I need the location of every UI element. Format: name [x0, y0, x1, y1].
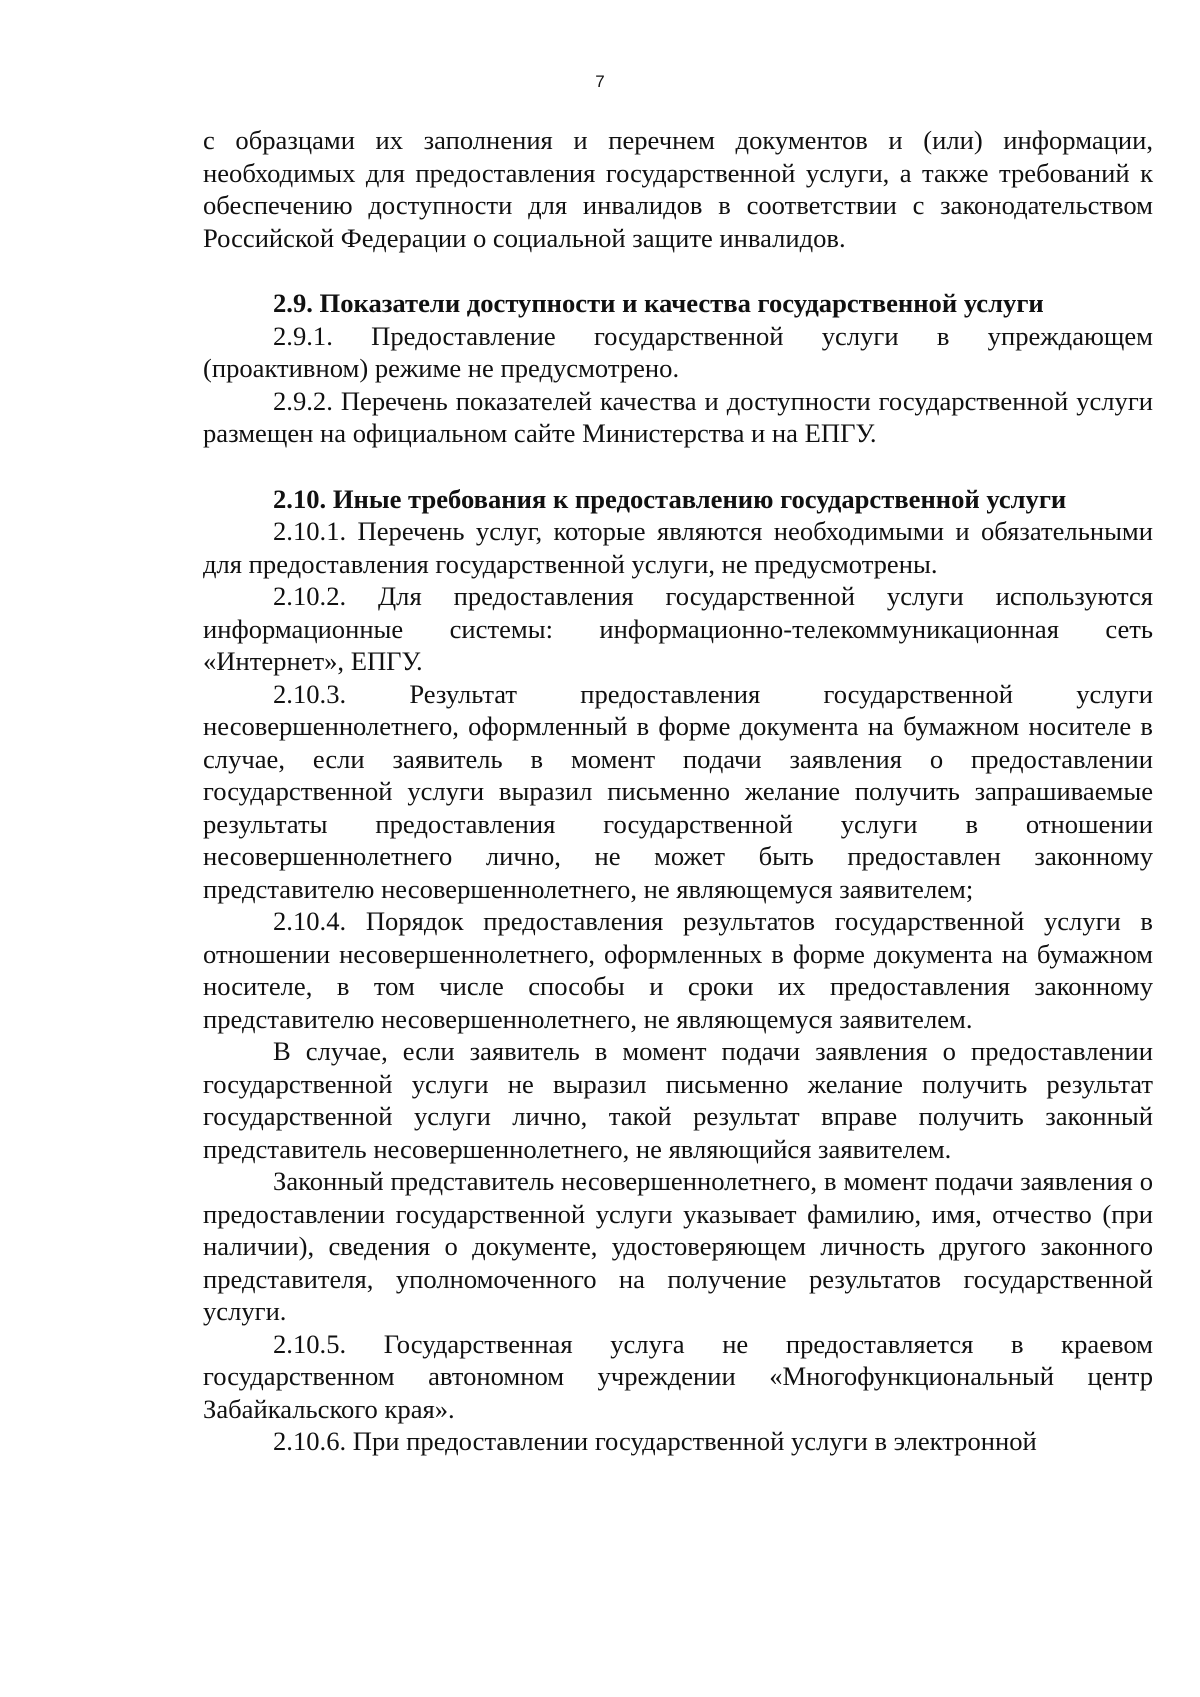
paragraph-2-9-2: 2.9.2. Перечень показателей качества и доступности государственной услуги размещен на официальном сайте Министерства и на ЕПГУ.	[203, 385, 1153, 448]
section-gap	[203, 450, 1153, 483]
paragraph-2-10-3: 2.10.3. Результат предоставления государственной услуги несовершеннолетнего, оформленный в форме документа на бумажном носителе в случае, если заявитель в момент подачи заявления о предоставлении государственной услуги выразил письменно желание получить запрашиваемые результаты предоставления государственной услуги в отношении несовершеннолетнего лично, не может быть предоставлен законному представителю несовершеннолетнего, не являющемуся заявителем;	[203, 678, 1153, 904]
paragraph-legal-representative: Законный представитель несовершеннолетнего, в момент подачи заявления о предоставлении государственной услуги указывает фамилию, имя, отчество (при наличии), сведения о документе, удостоверяющем личность другого законного представителя, уполномоченного на получение результатов государственной услуги.	[203, 1166, 1153, 1326]
document-body	[203, 124, 1153, 1458]
paragraph-2-10-4: 2.10.4. Порядок предоставления результатов государственной услуги в отношении несовершеннолетнего, оформленных в форме документа на бумажном носителе, в том числе способы и сроки их предоставления законному представителю несовершеннолетнего, не являющемуся заявителем.	[203, 906, 1153, 1034]
page-number: 7	[595, 72, 605, 91]
section-heading-2-10: 2.10. Иные требования к предоставлению государственной услуги	[273, 483, 1067, 514]
section-heading-2-9: 2.9. Показатели доступности и качества государственной услуги	[273, 288, 1044, 318]
paragraph-2-10-2: 2.10.2. Для предоставления государственной услуги используются информационные системы: информационно-телекоммуникационная сеть «Интернет», ЕПГУ.	[203, 581, 1153, 676]
section-gap	[203, 254, 1153, 287]
paragraph-2-9-1: 2.9.1. Предоставление государственной услуги в упреждающем (проактивном) режиме не предусмотрено.	[203, 320, 1153, 383]
paragraph-2-10-6: 2.10.6. При предоставлении государственной услуги в электронной	[273, 1426, 1037, 1456]
paragraph-case-result: В случае, если заявитель в момент подачи заявления о предоставлении государственной услуги не выразил письменно желание получить результат государственной услуги лично, такой результат вправе получить законный представитель несовершеннолетнего, не являющийся заявителем.	[203, 1036, 1153, 1164]
paragraph-2-10-1: 2.10.1. Перечень услуг, которые являются необходимыми и обязательными для предоставления государственной услуги, не предусмотрены.	[203, 516, 1153, 579]
paragraph-2-10-5: 2.10.5. Государственная услуга не предоставляется в краевом государственном автономном учреждении «Многофункциональный центр Забайкальского края».	[203, 1328, 1153, 1424]
paragraph-intro: с образцами их заполнения и перечнем документов и (или) информации, необходимых для предоставления государственной услуги, а также требований к обеспечению доступности для инвалидов в соответствии с законодательством Российской Федерации о социальной защите инвалидов.	[203, 125, 1153, 253]
